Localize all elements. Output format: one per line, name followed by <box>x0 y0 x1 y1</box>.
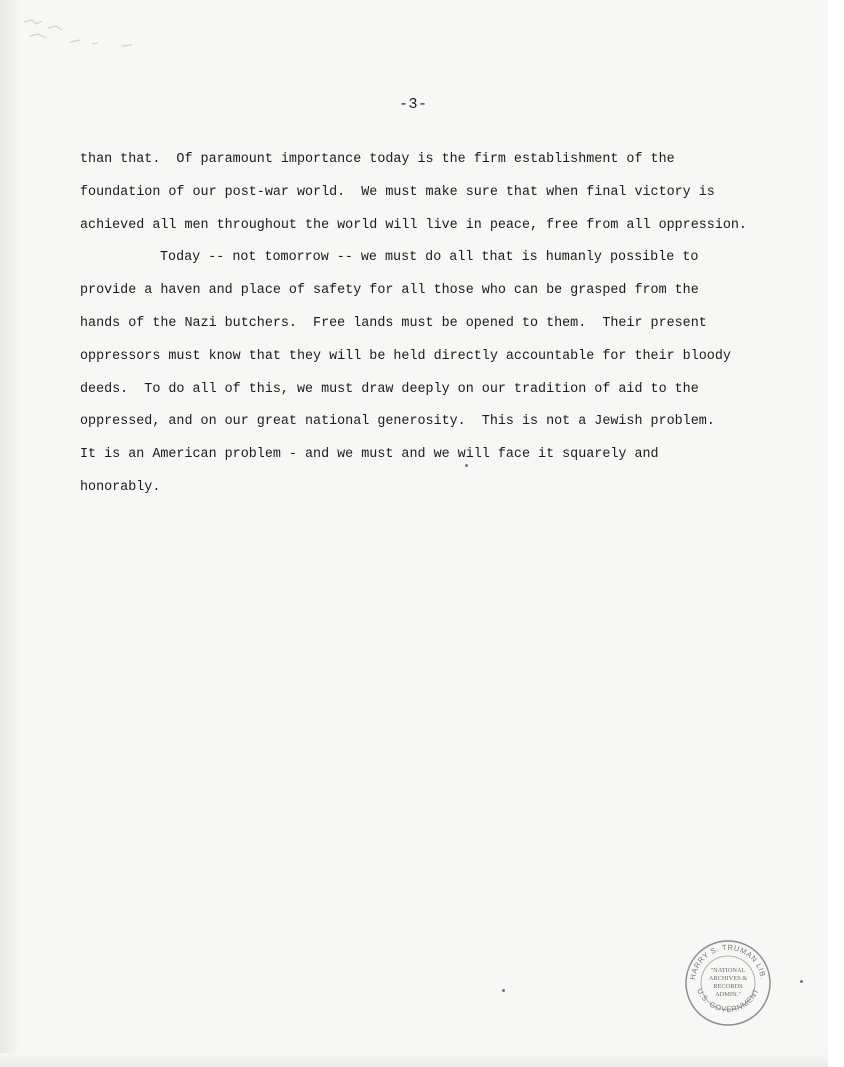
archives-stamp <box>683 938 773 1028</box>
text-line: deeds. To do all of this, we must draw deeply on our tradition of aid to the <box>80 381 699 397</box>
stamp-ring-top: HARRY S. TRUMAN LIB. <box>688 942 768 981</box>
text-line: than that. Of paramount importance today is the firm establishment of the <box>80 152 675 167</box>
page-bottom-edge <box>0 1053 844 1067</box>
text-line: It is an American problem - and we must and we will face it squarely and <box>80 447 659 463</box>
stamp-center-line: ARCHIVES & <box>708 975 748 982</box>
paragraph-2 <box>80 242 780 504</box>
scan-speck <box>502 989 505 992</box>
text-line: oppressed, and on our great national generosity. This is not a Jewish problem. <box>80 414 715 430</box>
scan-speck <box>800 980 803 983</box>
page-number: -3- <box>399 96 428 113</box>
text-line: honorably. <box>80 479 161 495</box>
text-line: provide a haven and place of safety for all those who can be grasped from the <box>80 283 699 299</box>
stamp-ring-bottom: U.S. GOVERNMENT <box>695 986 761 1014</box>
scan-border-right <box>828 0 844 1067</box>
page-left-edge <box>0 0 20 1067</box>
stamp-center-line: ADMIN." <box>715 991 741 998</box>
letter-body <box>80 144 780 505</box>
stamp-center-line: RECORDS <box>713 983 743 990</box>
text-line: foundation of our post-war world. We must make sure that when final victory is <box>80 184 715 200</box>
text-line: achieved all men throughout the world will live in peace, free from all oppression. <box>80 217 747 233</box>
paragraph-1 <box>80 144 780 242</box>
scan-smudge-mark <box>22 16 142 50</box>
text-line: oppressors must know that they will be held directly accountable for their bloody <box>80 348 731 364</box>
text-line: hands of the Nazi butchers. Free lands must be opened to them. Their present <box>80 315 707 331</box>
stamp-center-line: "NATIONAL <box>710 967 746 974</box>
scan-speck <box>465 464 468 467</box>
text-line: Today -- not tomorrow -- we must do all that is humanly possible to <box>160 250 699 266</box>
